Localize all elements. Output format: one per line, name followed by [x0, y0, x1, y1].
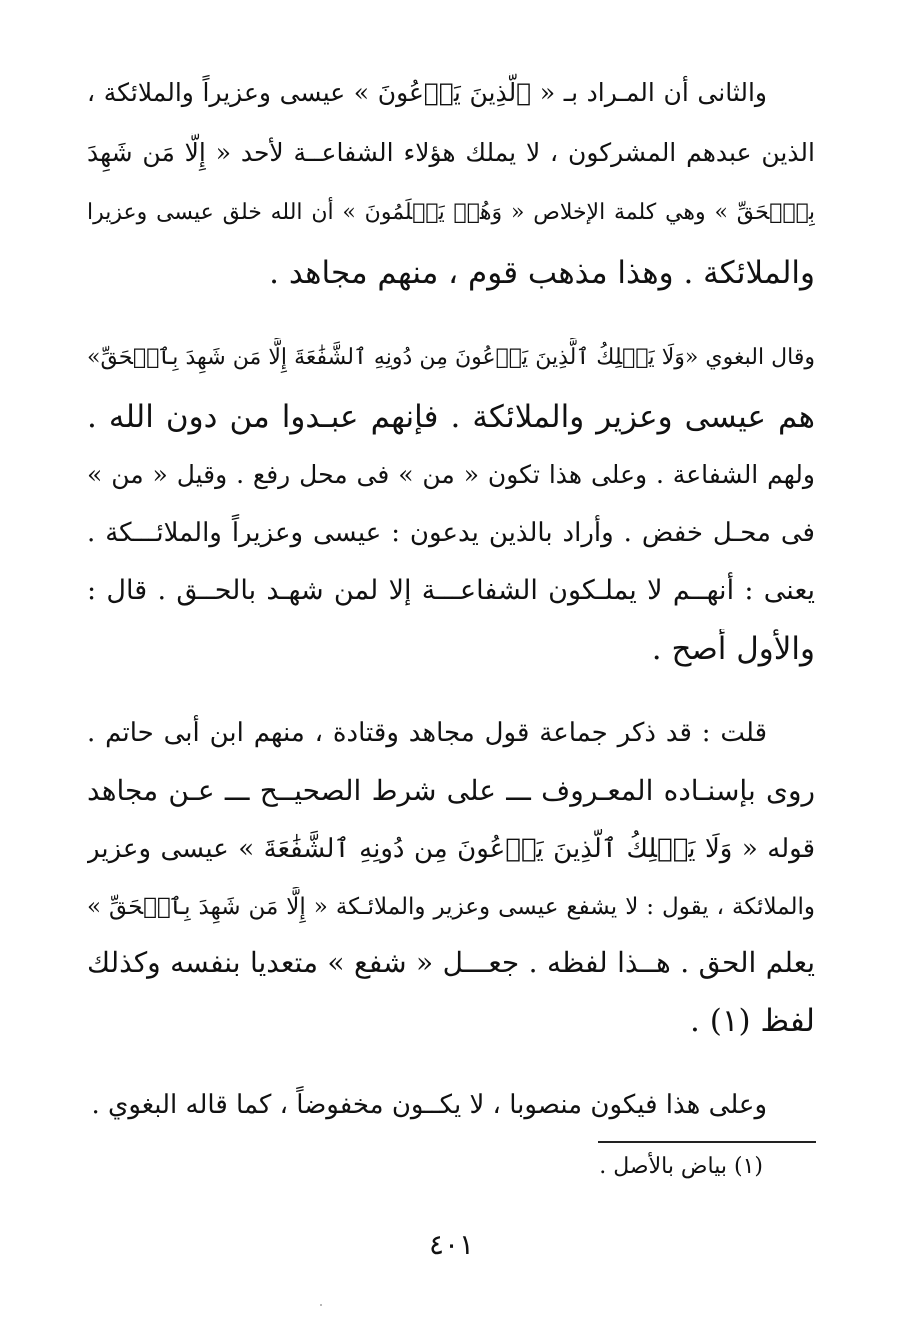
page-number: ٤٠١ [428, 1228, 475, 1261]
footnote-separator [598, 1141, 816, 1143]
paragraph-2-line-2: هم عيسى وعزير والملائكة . فإنهم عبـدوا من دون الله . [87, 399, 815, 435]
paragraph-2-line-1: وقال البغوي «وَلَا يَمۡلِكُ ٱلَّذِينَ يَدۡعُونَ مِن دُونِهِ ٱلشَّفَٰعَةَ إِلَّا مَن شَهِدَ بِٱلۡحَقِّ» [87, 345, 815, 370]
paragraph-1-line-1: والثانى أن المـراد بـ « ٱلَّذِينَ يَدۡعُونَ » عيسى وعزيراً والملائكة ، [87, 78, 767, 107]
paragraph-2-line-3: ولهم الشفاعة . وعلى هذا تكون « من » فى محل رفع . وقيل « من » [87, 460, 815, 489]
paragraph-2-line-6: والأول أصح . [651, 631, 815, 667]
paragraph-3-line-4: والملائكة ، يقول : لا يشفع عيسى وعزير والملائـكة « إِلَّا مَن شَهِدَ بِٱلۡحَقِّ » [87, 894, 815, 920]
paragraph-1-line-3: بِٱلۡحَقِّ » وهي كلمة الإخلاص « وَهُمۡ يَعۡلَمُونَ » أن الله خلق عيسى وعزيرا [87, 200, 815, 225]
paragraph-2-line-4: فى محـل خفض . وأراد بالذين يدعون : عيسى وعزيراً والملائـــكة . [87, 518, 815, 548]
paragraph-3-line-3: قوله « وَلَا يَمۡلِكُ ٱلَّذِينَ يَدۡعُونَ مِن دُونِهِ ٱلشَّفَٰعَةَ » عيسى وعزير [87, 834, 815, 864]
paragraph-4-line-1: وعلى هذا فيكون منصوبا ، لا يكــون مخفوضاً ، كما قاله البغوي . [91, 1090, 767, 1120]
paragraph-3-line-5: يعلم الحق . هــذا لفظه . جعـــل « شفع » متعديا بنفسه وكذلك [87, 946, 815, 979]
paragraph-3-line-2: روى بإسنـاده المعـروف ـــ على شرط الصحيــح ـــ عـن مجاهد [87, 774, 815, 807]
paragraph-2-line-5: يعنى : أنهــم لا يملـكون الشفاعـــة إلا لمن شهـد بالحــق . قال : [87, 575, 815, 606]
paragraph-1-line-4: والملائكة . وهذا مذهب قوم ، منهم مجاهد . [269, 255, 815, 291]
paragraph-1-line-2: الذين عبدهم المشركون ، لا يملك هؤلاء الشفاعــة لأحد « إِلَّا مَن شَهِدَ [87, 138, 815, 167]
paragraph-3-line-1: قلت : قد ذكر جماعة قول مجاهد وقتادة ، منهم ابن أبى حاتم . [87, 718, 767, 748]
paragraph-3-line-6: لفظ (١) . [690, 1003, 815, 1039]
scan-speck [320, 1304, 322, 1306]
footnote: (١) بياض بالأصل . [599, 1154, 763, 1179]
